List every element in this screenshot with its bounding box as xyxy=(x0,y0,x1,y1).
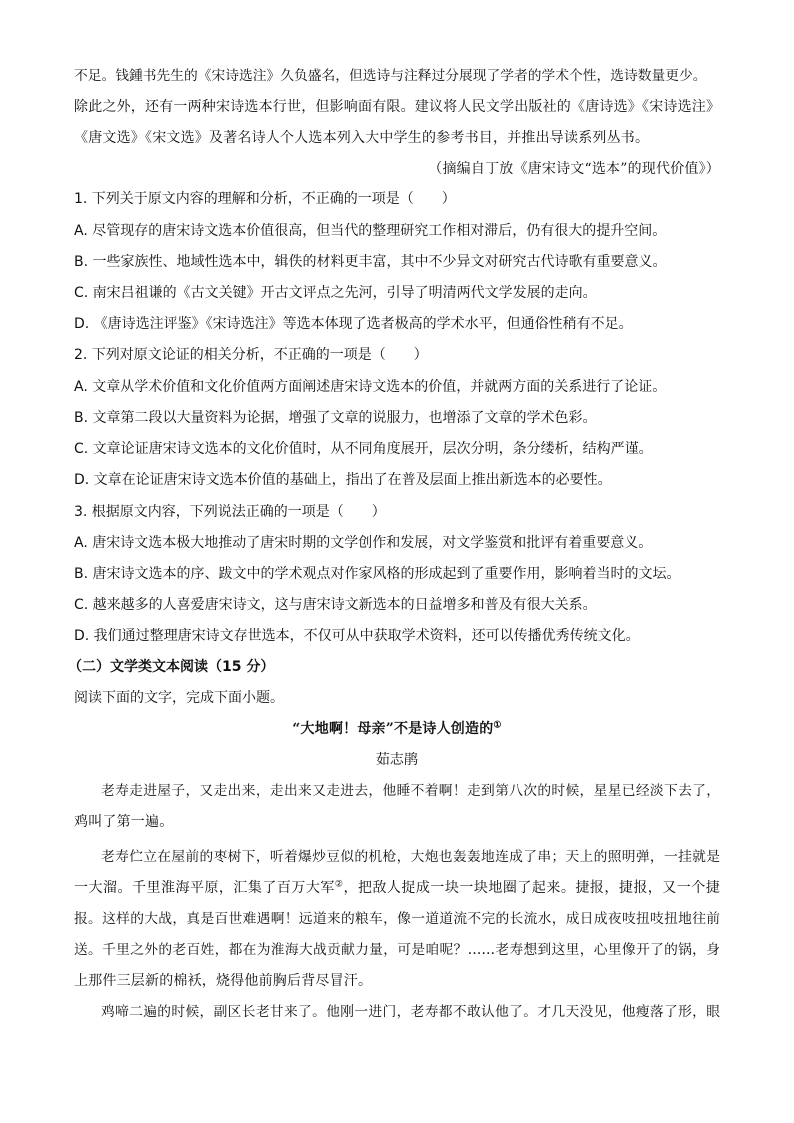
question-1-stem: 1. 下列关于原文内容的理解和分析，不正确的一项是（ ） xyxy=(74,191,456,207)
story-title xyxy=(74,719,720,739)
section-heading: （二）文学类文本阅读（15 分） xyxy=(68,659,275,675)
question-1-option-a: A. 尽管现存的唐宋诗文选本价值很高，但当代的整理研究工作相对滞后，仍有很大的提升空间。 xyxy=(74,223,667,239)
story-para2-line-2 xyxy=(74,878,720,898)
story-para2-line-3: 报。这样的大战，真是百世难遇啊！远道来的粮车，像一道道流不完的长流水，成日成夜吱扭吱扭地往前 xyxy=(74,911,720,927)
question-1-option-b: B. 一些家族性、地域性选本中，辑佚的材料更丰富，其中不少异文对研究古代诗歌有重要意义。 xyxy=(74,254,667,270)
story-author: 茹志鹃 xyxy=(375,752,419,768)
passage-line-3: 《唐文选》《宋文选》及著名诗人个人选本列入大中学生的参考书目，并推出导读系列丛书。 xyxy=(74,130,650,146)
passage-source: （摘编自丁放《唐宋诗文“选本”的现代价值》） xyxy=(428,161,720,177)
story-para2-line-2-a: 一大溜。千里淮海平原，汇集了百万大军 xyxy=(74,880,335,896)
story-title-footnote-mark: ① xyxy=(493,720,502,731)
question-3-stem: 3. 根据原文内容，下列说法正确的一项是（ ） xyxy=(74,504,386,520)
section-instruction: 阅读下面的文字，完成下面小题。 xyxy=(74,690,284,706)
story-para2-line-1: 老寿伫立在屋前的枣树下，听着爆炒豆似的机枪，大炮也轰轰地连成了串；天上的照明弹，一挂就是 xyxy=(101,849,720,865)
passage-line-2: 除此之外，还有一两种宋诗选本行世，但影响面有限。建议将人民文学出版社的《唐诗选》《宋诗选注》 xyxy=(74,99,721,115)
question-3-option-d: D. 我们通过整理唐宋诗文存世选本，不仅可从中获取学术资料，还可以传播优秀传统文化。 xyxy=(74,628,640,644)
story-para1-line-1: 老寿走进屋子，又走出来，走出来又走进去，他睡不着啊！走到第八次的时候，星星已经淡下去了， xyxy=(101,783,720,799)
question-1-option-c: C. 南宋吕祖谦的《古文关键》开古文评点之先河，引导了明清两代文学发展的走向。 xyxy=(74,285,597,301)
story-para2-line-2-b: ，把敌人捉成一块一块地圈了起来。捷报，捷报，又一个捷 xyxy=(343,880,720,896)
story-para2-line-4: 送。千里之外的老百姓，都在为淮海大战贡献力量，可是咱呢？……老寿想到这里，心里像开了的锅，身 xyxy=(74,942,720,958)
question-3-option-b: B. 唐宋诗文选本的序、跋文中的学术观点对作家风格的形成起到了重要作用，影响着当时的文坛。 xyxy=(74,566,681,582)
question-3-option-a: A. 唐宋诗文选本极大地推动了唐宋时期的文学创作和发展，对文学鉴赏和批评有着重要意义。 xyxy=(74,535,653,551)
question-2-option-c: C. 文章论证唐宋诗文选本的文化价值时，从不同角度展开，层次分明，条分缕析，结构严谨。 xyxy=(74,441,653,457)
story-para2-footnote-mark: ② xyxy=(334,879,344,890)
question-2-option-d: D. 文章在论证唐宋诗文选本价值的基础上，指出了在普及层面上推出新选本的必要性。 xyxy=(74,472,612,488)
story-para3-line-1: 鸡啼二遍的时候，副区长老甘来了。他刚一进门，老寿都不敢认他了。才几天没见，他瘦落了形，眼 xyxy=(101,1004,720,1020)
story-para2-line-5: 上那件三层新的棉袄，烧得他前胸后背尽冒汗。 xyxy=(74,973,373,989)
question-3-option-c: C. 越来越多的人喜爱唐宋诗文，这与唐宋诗文新选本的日益增多和普及有很大关系。 xyxy=(74,597,597,613)
story-title-text: “大地啊！母亲”不是诗人创造的 xyxy=(292,721,494,737)
story-para1-line-2: 鸡叫了第一遍。 xyxy=(74,814,174,830)
passage-line-1: 不足。钱鍾书先生的《宋诗选注》久负盛名，但选诗与注释过分展现了学者的学术个性，选诗数量更少。 xyxy=(74,68,707,84)
question-2-option-a: A. 文章从学术价值和文化价值两方面阐述唐宋诗文选本的价值，并就两方面的关系进行了论证。 xyxy=(74,379,667,395)
question-2-option-b: B. 文章第二段以大量资料为论据，增强了文章的说服力，也增添了文章的学术色彩。 xyxy=(74,410,597,426)
question-1-option-d: D. 《唐诗选注评鉴》《宋诗选注》等选本体现了选者极高的学术水平，但通俗性稍有不足。 xyxy=(74,316,633,332)
question-2-stem: 2. 下列对原文论证的相关分析，不正确的一项是（ ） xyxy=(74,347,428,363)
